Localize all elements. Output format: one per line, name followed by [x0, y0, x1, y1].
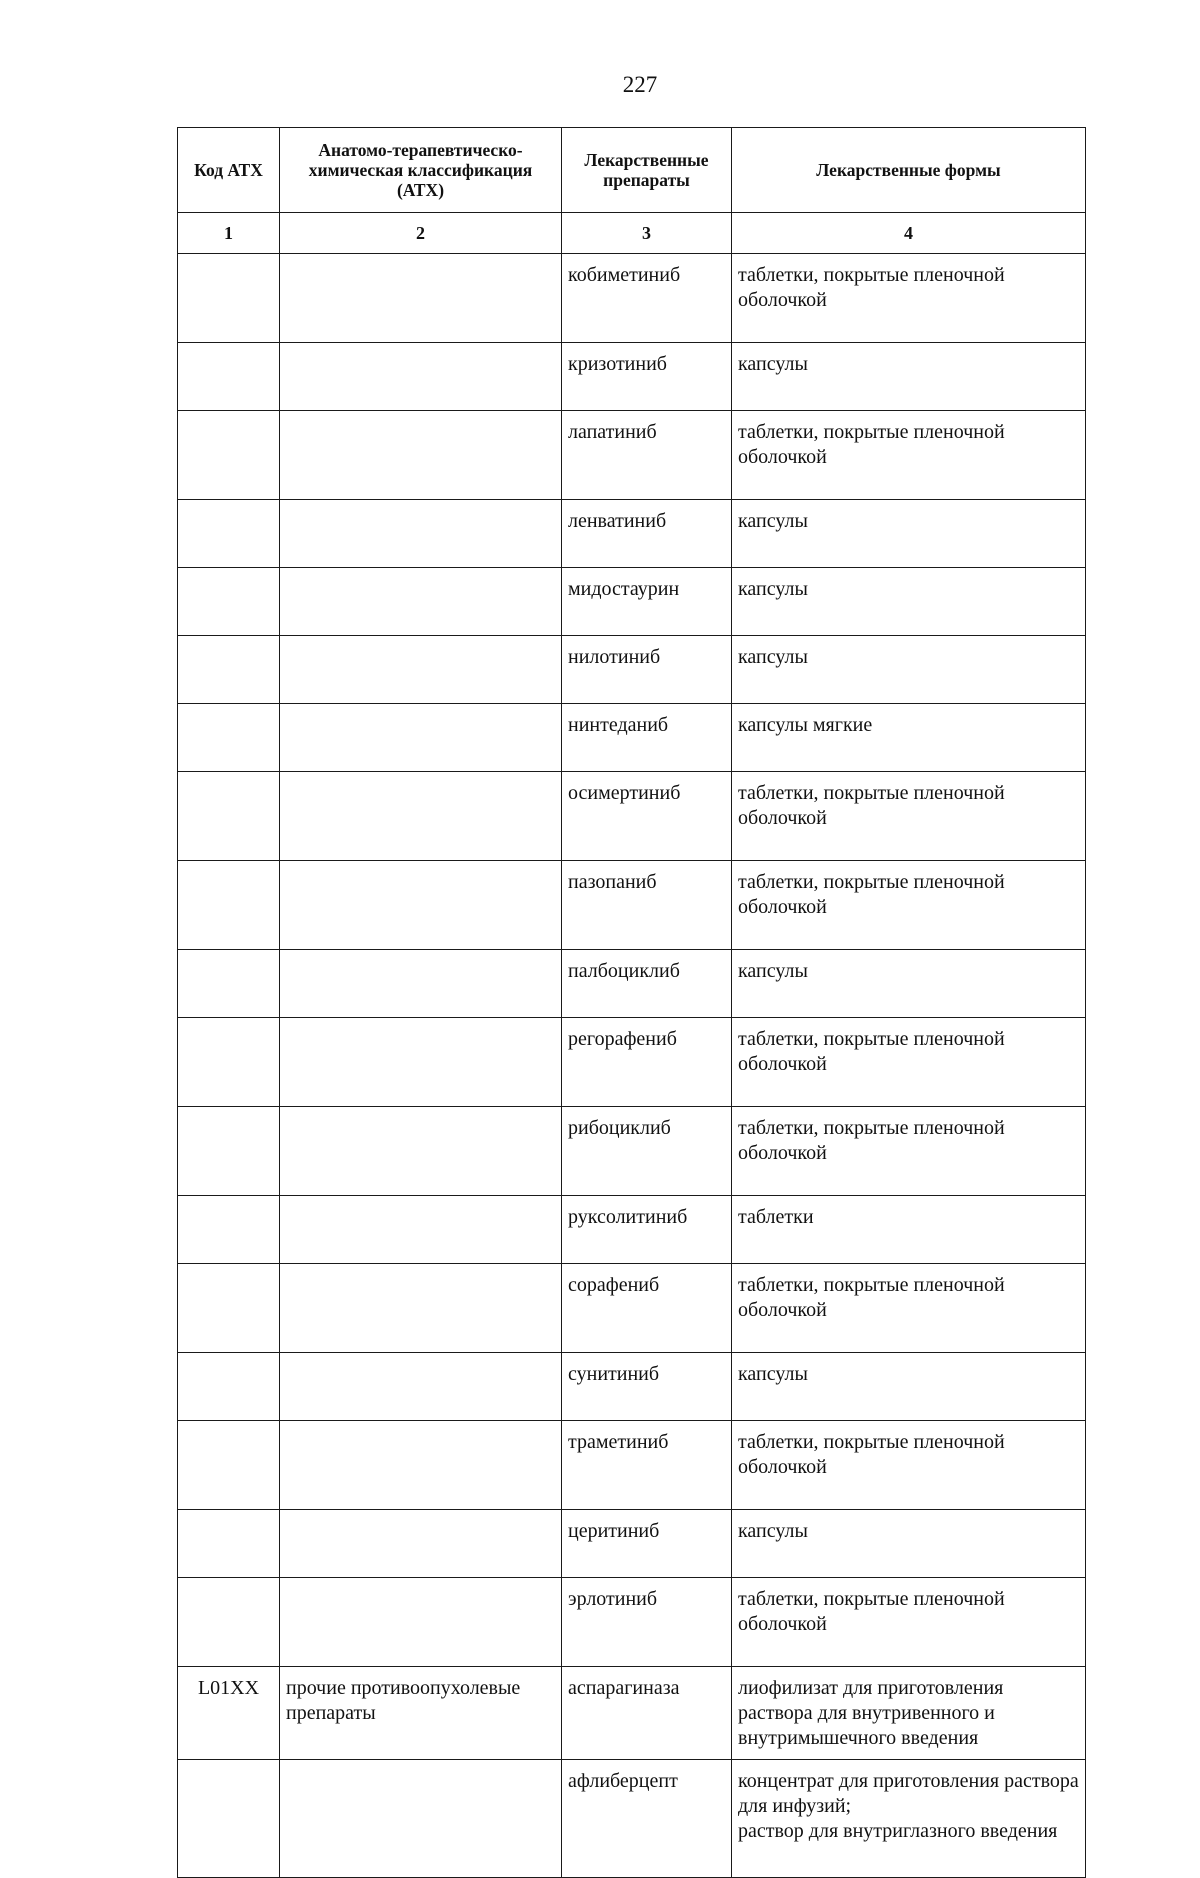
- atc-classification-cell: [280, 1264, 562, 1353]
- dosage-form-cell: таблетки, покрытые пленочной оболочкой: [732, 772, 1086, 861]
- page-number: 227: [622, 72, 658, 97]
- dosage-form-cell: таблетки, покрытые пленочной оболочкой: [732, 1264, 1086, 1353]
- dosage-form-cell: капсулы: [732, 636, 1086, 704]
- table-row: [178, 1107, 1086, 1196]
- drug-name-cell: пазопаниб: [562, 861, 732, 950]
- table-row: [178, 861, 1086, 950]
- drug-classification-table: [177, 127, 1086, 1878]
- atc-code-cell: [178, 568, 280, 636]
- atc-classification-cell: [280, 861, 562, 950]
- drug-name-cell: церитиниб: [562, 1510, 732, 1578]
- atc-classification-cell: [280, 1421, 562, 1510]
- table-row: [178, 254, 1086, 343]
- drug-name-cell: кризотиниб: [562, 343, 732, 411]
- drug-classification-table-container: [177, 127, 1085, 1878]
- atc-code-cell: [178, 343, 280, 411]
- drug-name-cell: лапатиниб: [562, 411, 732, 500]
- atc-code-cell: [178, 861, 280, 950]
- table-row: [178, 1760, 1086, 1878]
- drug-name-cell: мидостаурин: [562, 568, 732, 636]
- atc-classification-cell: [280, 950, 562, 1018]
- column-number-row: [178, 213, 1086, 254]
- drug-name-cell: осимертиниб: [562, 772, 732, 861]
- dosage-form-cell: таблетки, покрытые пленочной оболочкой: [732, 1421, 1086, 1510]
- atc-code-cell: [178, 704, 280, 772]
- atc-code-cell: [178, 950, 280, 1018]
- atc-classification-cell: [280, 1018, 562, 1107]
- column-number: 2: [280, 213, 562, 254]
- atc-classification-cell: прочие противоопухолевые препараты: [280, 1667, 562, 1760]
- atc-classification-cell: [280, 1196, 562, 1264]
- table-row: [178, 1421, 1086, 1510]
- dosage-form-cell: капсулы: [732, 1510, 1086, 1578]
- dosage-form-cell: таблетки, покрытые пленочной оболочкой: [732, 411, 1086, 500]
- dosage-form-cell: капсулы: [732, 343, 1086, 411]
- atc-code-cell: [178, 1264, 280, 1353]
- drug-name-cell: кобиметиниб: [562, 254, 732, 343]
- table-row: [178, 411, 1086, 500]
- dosage-form-cell: таблетки: [732, 1196, 1086, 1264]
- table-row: [178, 704, 1086, 772]
- table-row: [178, 500, 1086, 568]
- drug-name-cell: рибоциклиб: [562, 1107, 732, 1196]
- table-row: [178, 636, 1086, 704]
- atc-code-cell: [178, 636, 280, 704]
- table-row: [178, 772, 1086, 861]
- table-row: [178, 568, 1086, 636]
- atc-code-cell: L01XX: [178, 1667, 280, 1760]
- atc-classification-cell: [280, 1353, 562, 1421]
- atc-code-cell: [178, 1018, 280, 1107]
- dosage-form-cell: капсулы: [732, 500, 1086, 568]
- atc-code-cell: [178, 772, 280, 861]
- atc-classification-cell: [280, 1510, 562, 1578]
- atc-classification-cell: [280, 411, 562, 500]
- atc-code-cell: [178, 1421, 280, 1510]
- table-row: [178, 950, 1086, 1018]
- dosage-form-cell: таблетки, покрытые пленочной оболочкой: [732, 1018, 1086, 1107]
- header-dosage-forms: Лекарственные формы: [732, 128, 1086, 213]
- dosage-form-cell: капсулы: [732, 1353, 1086, 1421]
- drug-name-cell: руксолитиниб: [562, 1196, 732, 1264]
- atc-classification-cell: [280, 568, 562, 636]
- header-drugs: Лекарственные препараты: [562, 128, 732, 213]
- drug-name-cell: регорафениб: [562, 1018, 732, 1107]
- drug-name-cell: палбоциклиб: [562, 950, 732, 1018]
- atc-code-cell: [178, 1196, 280, 1264]
- header-atc-code: Код АТХ: [178, 128, 280, 213]
- atc-classification-cell: [280, 636, 562, 704]
- atc-code-cell: [178, 254, 280, 343]
- drug-name-cell: сунитиниб: [562, 1353, 732, 1421]
- table-row: [178, 1578, 1086, 1667]
- dosage-form-cell: капсулы: [732, 950, 1086, 1018]
- table-row: [178, 343, 1086, 411]
- column-number: 1: [178, 213, 280, 254]
- atc-code-cell: [178, 411, 280, 500]
- atc-classification-cell: [280, 1578, 562, 1667]
- dosage-form-cell: капсулы: [732, 568, 1086, 636]
- dosage-form-cell: таблетки, покрытые пленочной оболочкой: [732, 861, 1086, 950]
- dosage-form-cell: концентрат для приготовления раствора для инфузий; раствор для внутриглазного введения: [732, 1760, 1086, 1878]
- column-number: 3: [562, 213, 732, 254]
- atc-classification-cell: [280, 704, 562, 772]
- drug-name-cell: аспарагиназа: [562, 1667, 732, 1760]
- atc-classification-cell: [280, 772, 562, 861]
- atc-code-cell: [178, 1510, 280, 1578]
- atc-code-cell: [178, 1107, 280, 1196]
- table-row: [178, 1018, 1086, 1107]
- atc-classification-cell: [280, 1760, 562, 1878]
- atc-classification-cell: [280, 500, 562, 568]
- table-row: [178, 1353, 1086, 1421]
- header-row: [178, 128, 1086, 213]
- atc-code-cell: [178, 1760, 280, 1878]
- dosage-form-cell: таблетки, покрытые пленочной оболочкой: [732, 1578, 1086, 1667]
- header-atc-classification: Анатомо-терапевтическо-химическая классификация (АТХ): [280, 128, 562, 213]
- atc-classification-cell: [280, 343, 562, 411]
- atc-classification-cell: [280, 1107, 562, 1196]
- atc-code-cell: [178, 1353, 280, 1421]
- table-row: [178, 1667, 1086, 1760]
- drug-name-cell: нилотиниб: [562, 636, 732, 704]
- drug-name-cell: ленватиниб: [562, 500, 732, 568]
- table-row: [178, 1264, 1086, 1353]
- drug-name-cell: нинтеданиб: [562, 704, 732, 772]
- atc-code-cell: [178, 500, 280, 568]
- drug-name-cell: афлиберцепт: [562, 1760, 732, 1878]
- column-number: 4: [732, 213, 1086, 254]
- atc-classification-cell: [280, 254, 562, 343]
- table-header: [178, 128, 1086, 254]
- drug-name-cell: траметиниб: [562, 1421, 732, 1510]
- drug-name-cell: сорафениб: [562, 1264, 732, 1353]
- dosage-form-cell: таблетки, покрытые пленочной оболочкой: [732, 254, 1086, 343]
- dosage-form-cell: капсулы мягкие: [732, 704, 1086, 772]
- table-row: [178, 1510, 1086, 1578]
- atc-code-cell: [178, 1578, 280, 1667]
- table-body: [178, 254, 1086, 1878]
- drug-name-cell: эрлотиниб: [562, 1578, 732, 1667]
- dosage-form-cell: лиофилизат для приготовления раствора для внутривенного и внутримышечного введения: [732, 1667, 1086, 1760]
- table-row: [178, 1196, 1086, 1264]
- dosage-form-cell: таблетки, покрытые пленочной оболочкой: [732, 1107, 1086, 1196]
